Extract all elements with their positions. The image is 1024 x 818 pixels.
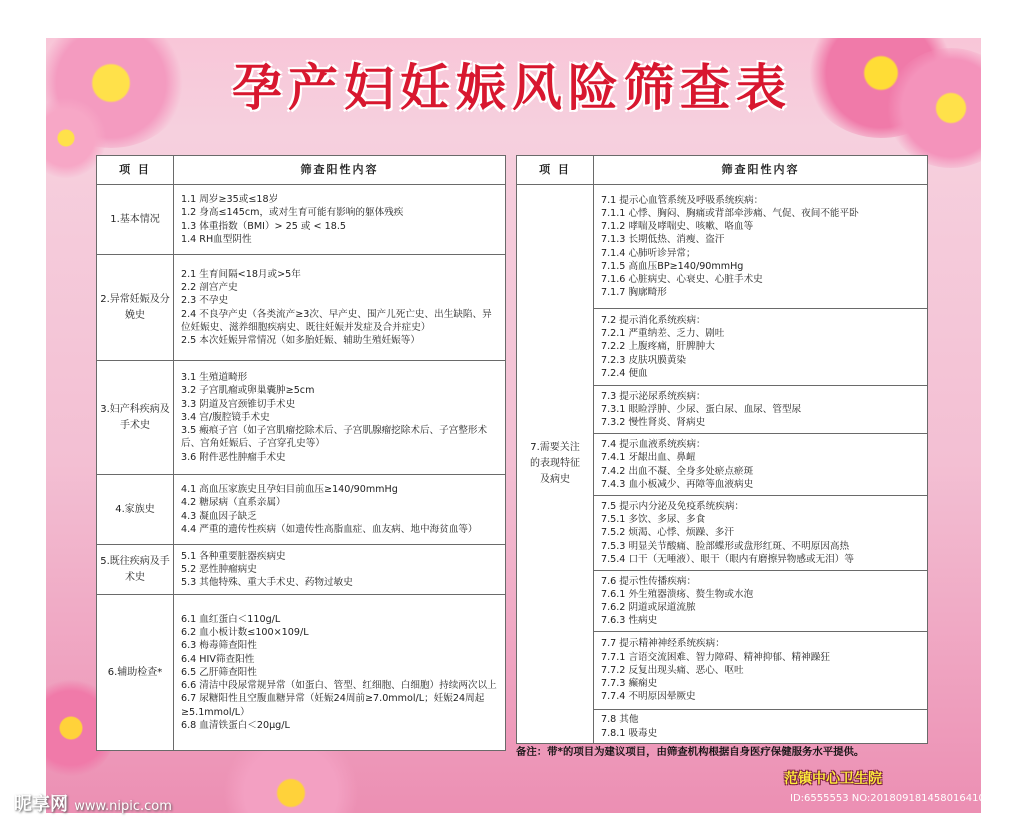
category-cell: 1.基本情况 (97, 185, 174, 255)
table-row (97, 361, 506, 475)
category-cell: 3.妇产科疾病及手术史 (97, 361, 174, 475)
items-cell (594, 571, 928, 632)
list-item: 3.4 宫/腹腔镜手术史 (181, 411, 270, 423)
list-item: 7.1 提示心血管系统及呼吸系统疾病： (601, 194, 764, 206)
list-item: 7.3.2 慢性肾炎、肾病史 (601, 417, 706, 429)
list-item: 4.2 糖尿病（直系亲属） (181, 497, 286, 509)
list-item: 7.5.3 明显关节酸痛、脸部蝶形或盘形红斑、不明原因高热 (601, 540, 850, 552)
items-cell (594, 710, 928, 744)
organization-name: 范镇中心卫生院 (784, 771, 882, 787)
list-item: 7.5.1 多饮、多尿、多食 (601, 514, 706, 526)
watermark-url: www.nipic.com (74, 799, 172, 814)
items-cell (594, 185, 928, 309)
header-item: 项 目 (517, 156, 594, 185)
list-item: 7.7 提示精神神经系统疾病： (601, 638, 725, 650)
category-cell: 5.既往疾病及手术史 (97, 545, 174, 595)
header-content: 筛查阳性内容 (174, 156, 506, 185)
list-item: 7.2.3 皮肤巩膜黄染 (601, 354, 687, 366)
list-item: 7.4.2 出血不凝、全身多处瘀点瘀斑 (601, 465, 754, 477)
category-cell: 7.需要关注的表现特征及病史 (517, 185, 594, 744)
table-row (517, 185, 928, 309)
list-item: 7.1.3 长期低热、消瘦、盗汗 (601, 234, 725, 246)
list-item: 4.4 严重的遗传性疾病（如遗传性高脂血症、血友病、地中海贫血等） (181, 523, 478, 535)
list-item: 7.2.2 上腹疼痛，肝脾肿大 (601, 341, 715, 353)
footnote: 备注：带*的项目为建议项目，由筛查机构根据自身医疗保健服务水平提供。 (516, 746, 865, 758)
list-item: 7.1.7 胸廓畸形 (601, 287, 667, 299)
list-item: 7.6.1 外生殖器溃疡、赘生物或水泡 (601, 588, 754, 600)
list-item: 7.1.6 心脏病史、心衰史、心脏手术史 (601, 273, 763, 285)
list-item: 7.6 提示性传播疾病： (601, 575, 697, 587)
list-item: 7.4.3 血小板减少、再障等血液病史 (601, 478, 754, 490)
list-item: 7.5 提示内分泌及免疫系统疾病： (601, 500, 745, 512)
items-cell (174, 475, 506, 545)
items-cell (594, 496, 928, 571)
list-item: 1.1 周岁≥35或≤18岁 (181, 194, 279, 206)
list-item: 7.4 提示血液系统疾病： (601, 439, 706, 451)
table-row (97, 475, 506, 545)
list-item: 7.2.4 便血 (601, 367, 648, 379)
list-item: 1.3 体重指数（BMI）> 25 或 < 18.5 (181, 220, 346, 232)
items-cell (594, 434, 928, 496)
category-cell: 4.家族史 (97, 475, 174, 545)
list-item: 7.8.1 吸毒史 (601, 727, 658, 739)
list-item: 7.3 提示泌尿系统疾病： (601, 390, 706, 402)
list-item: 7.5.2 烦渴、心悸、烦躁、多汗 (601, 527, 734, 539)
list-item: 4.1 高血压家族史且孕妇目前血压≥140/90mmHg (181, 484, 398, 496)
list-item: 7.7.1 言语交流困难、智力障碍、精神抑郁、精神躁狂 (601, 651, 830, 663)
watermark-brand (14, 790, 172, 816)
list-item: 6.6 清洁中段尿常规异常（如蛋白、管型、红细胞、白细胞）持续两次以上 (181, 680, 497, 692)
list-item: 4.3 凝血因子缺乏 (181, 510, 257, 522)
header-item: 项 目 (97, 156, 174, 185)
list-item: 6.4 HIV筛查阳性 (181, 653, 255, 665)
list-item: 1.2 身高≤145cm，或对生育可能有影响的躯体残疾 (181, 207, 404, 219)
items-cell (174, 545, 506, 595)
list-item: 2.2 剖宫产史 (181, 282, 238, 294)
list-item: 2.5 本次妊娠异常情况（如多胎妊娠、辅助生殖妊娠等） (181, 334, 420, 346)
list-item: 7.7.2 反复出现头痛、恶心、呕吐 (601, 664, 744, 676)
category-cell: 6.辅助检查* (97, 595, 174, 751)
table-row (97, 545, 506, 595)
items-cell (594, 632, 928, 710)
items-cell (174, 361, 506, 475)
items-cell (594, 309, 928, 386)
list-item: 7.2.1 严重纳差、乏力、剧吐 (601, 328, 725, 340)
list-item: 2.4 不良孕产史（各类流产≥3次、早产史、围产儿死亡史、出生缺陷、异位妊娠史、滋养细胞疾病史、既往妊娠并发症及合并症史） (181, 308, 492, 333)
list-item: 3.1 生殖道畸形 (181, 372, 248, 384)
table-row (97, 255, 506, 361)
list-item: 7.1.5 高血压BP≥140/90mmHg (601, 260, 744, 272)
left-screening-table (96, 155, 506, 751)
list-item: 7.6.2 阴道或尿道流脓 (601, 602, 696, 613)
list-item: 7.4.1 牙龈出血、鼻衄 (601, 452, 696, 464)
list-item: 5.3 其他特殊、重大手术史、药物过敏史 (181, 577, 353, 589)
list-item: 6.8 血清铁蛋白＜20μg/L (181, 719, 290, 731)
list-item: 6.2 血小板计数≤100×109/L (181, 627, 309, 639)
items-cell (174, 255, 506, 361)
list-item: 3.2 子宫肌瘤或卵巢囊肿≥5cm (181, 385, 315, 397)
list-item: 7.8 其他 (601, 714, 639, 726)
header-content: 筛查阳性内容 (594, 156, 928, 185)
list-item: 2.1 生育间隔<18月或>5年 (181, 268, 301, 280)
list-item: 7.6.3 性病史 (601, 615, 658, 627)
right-screening-table (516, 155, 928, 744)
table-row (97, 595, 506, 751)
watermark-id: ID:6555553 NO:20180918145801641036 (790, 793, 998, 804)
list-item: 6.7 尿糖阳性且空腹血糖异常（妊娠24周前≥7.0mmol/L；妊娠24周起≥5.1mmol/L） (181, 693, 485, 718)
list-item: 3.5 瘢痕子宫（如子宫肌瘤挖除术后、子宫肌腺瘤挖除术后、子宫整形术后、宫角妊娠后、子宫穿孔史等） (181, 425, 488, 450)
list-item: 5.1 各种重要脏器疾病史 (181, 550, 286, 562)
list-item: 7.1.2 哮喘及哮喘史、咳嗽、咯血等 (601, 221, 754, 233)
items-cell (594, 386, 928, 434)
table-row (97, 185, 506, 255)
category-cell: 2.异常妊娠及分娩史 (97, 255, 174, 361)
list-item: 7.2 提示消化系统疾病： (601, 314, 706, 326)
list-item: 5.2 恶性肿瘤病史 (181, 563, 257, 575)
list-item: 7.7.3 癫痫史 (601, 678, 658, 690)
list-item: 2.3 不孕史 (181, 295, 229, 307)
page-title: 孕产妇妊娠风险筛查表 (232, 58, 792, 117)
list-item: 6.1 血红蛋白＜110g/L (181, 614, 281, 626)
watermark-brand-name: 昵享网 (14, 794, 68, 815)
items-cell (174, 185, 506, 255)
list-item: 1.4 RH血型阴性 (181, 233, 252, 245)
list-item: 6.3 梅毒筛查阳性 (181, 640, 257, 652)
table-header-row (97, 156, 506, 185)
list-item: 6.5 乙肝筛查阳性 (181, 666, 257, 678)
list-item: 7.5.4 口干（无唾液）、眼干（眼内有磨擦异物感或无泪）等 (601, 553, 854, 565)
list-item: 3.3 阴道及宫颈锥切手术史 (181, 398, 296, 410)
list-item: 7.3.1 眼睑浮肿、少尿、蛋白尿、血尿、管型尿 (601, 403, 802, 415)
list-item: 7.7.4 不明原因晕厥史 (601, 691, 696, 703)
list-item: 7.1.4 心肺听诊异常； (601, 247, 696, 259)
list-item: 7.1.1 心悸、胸闷、胸痛或背部牵涉痛、气促、夜间不能平卧 (601, 207, 859, 219)
table-header-row (517, 156, 928, 185)
items-cell (174, 595, 506, 751)
list-item: 3.6 附件恶性肿瘤手术史 (181, 451, 286, 463)
